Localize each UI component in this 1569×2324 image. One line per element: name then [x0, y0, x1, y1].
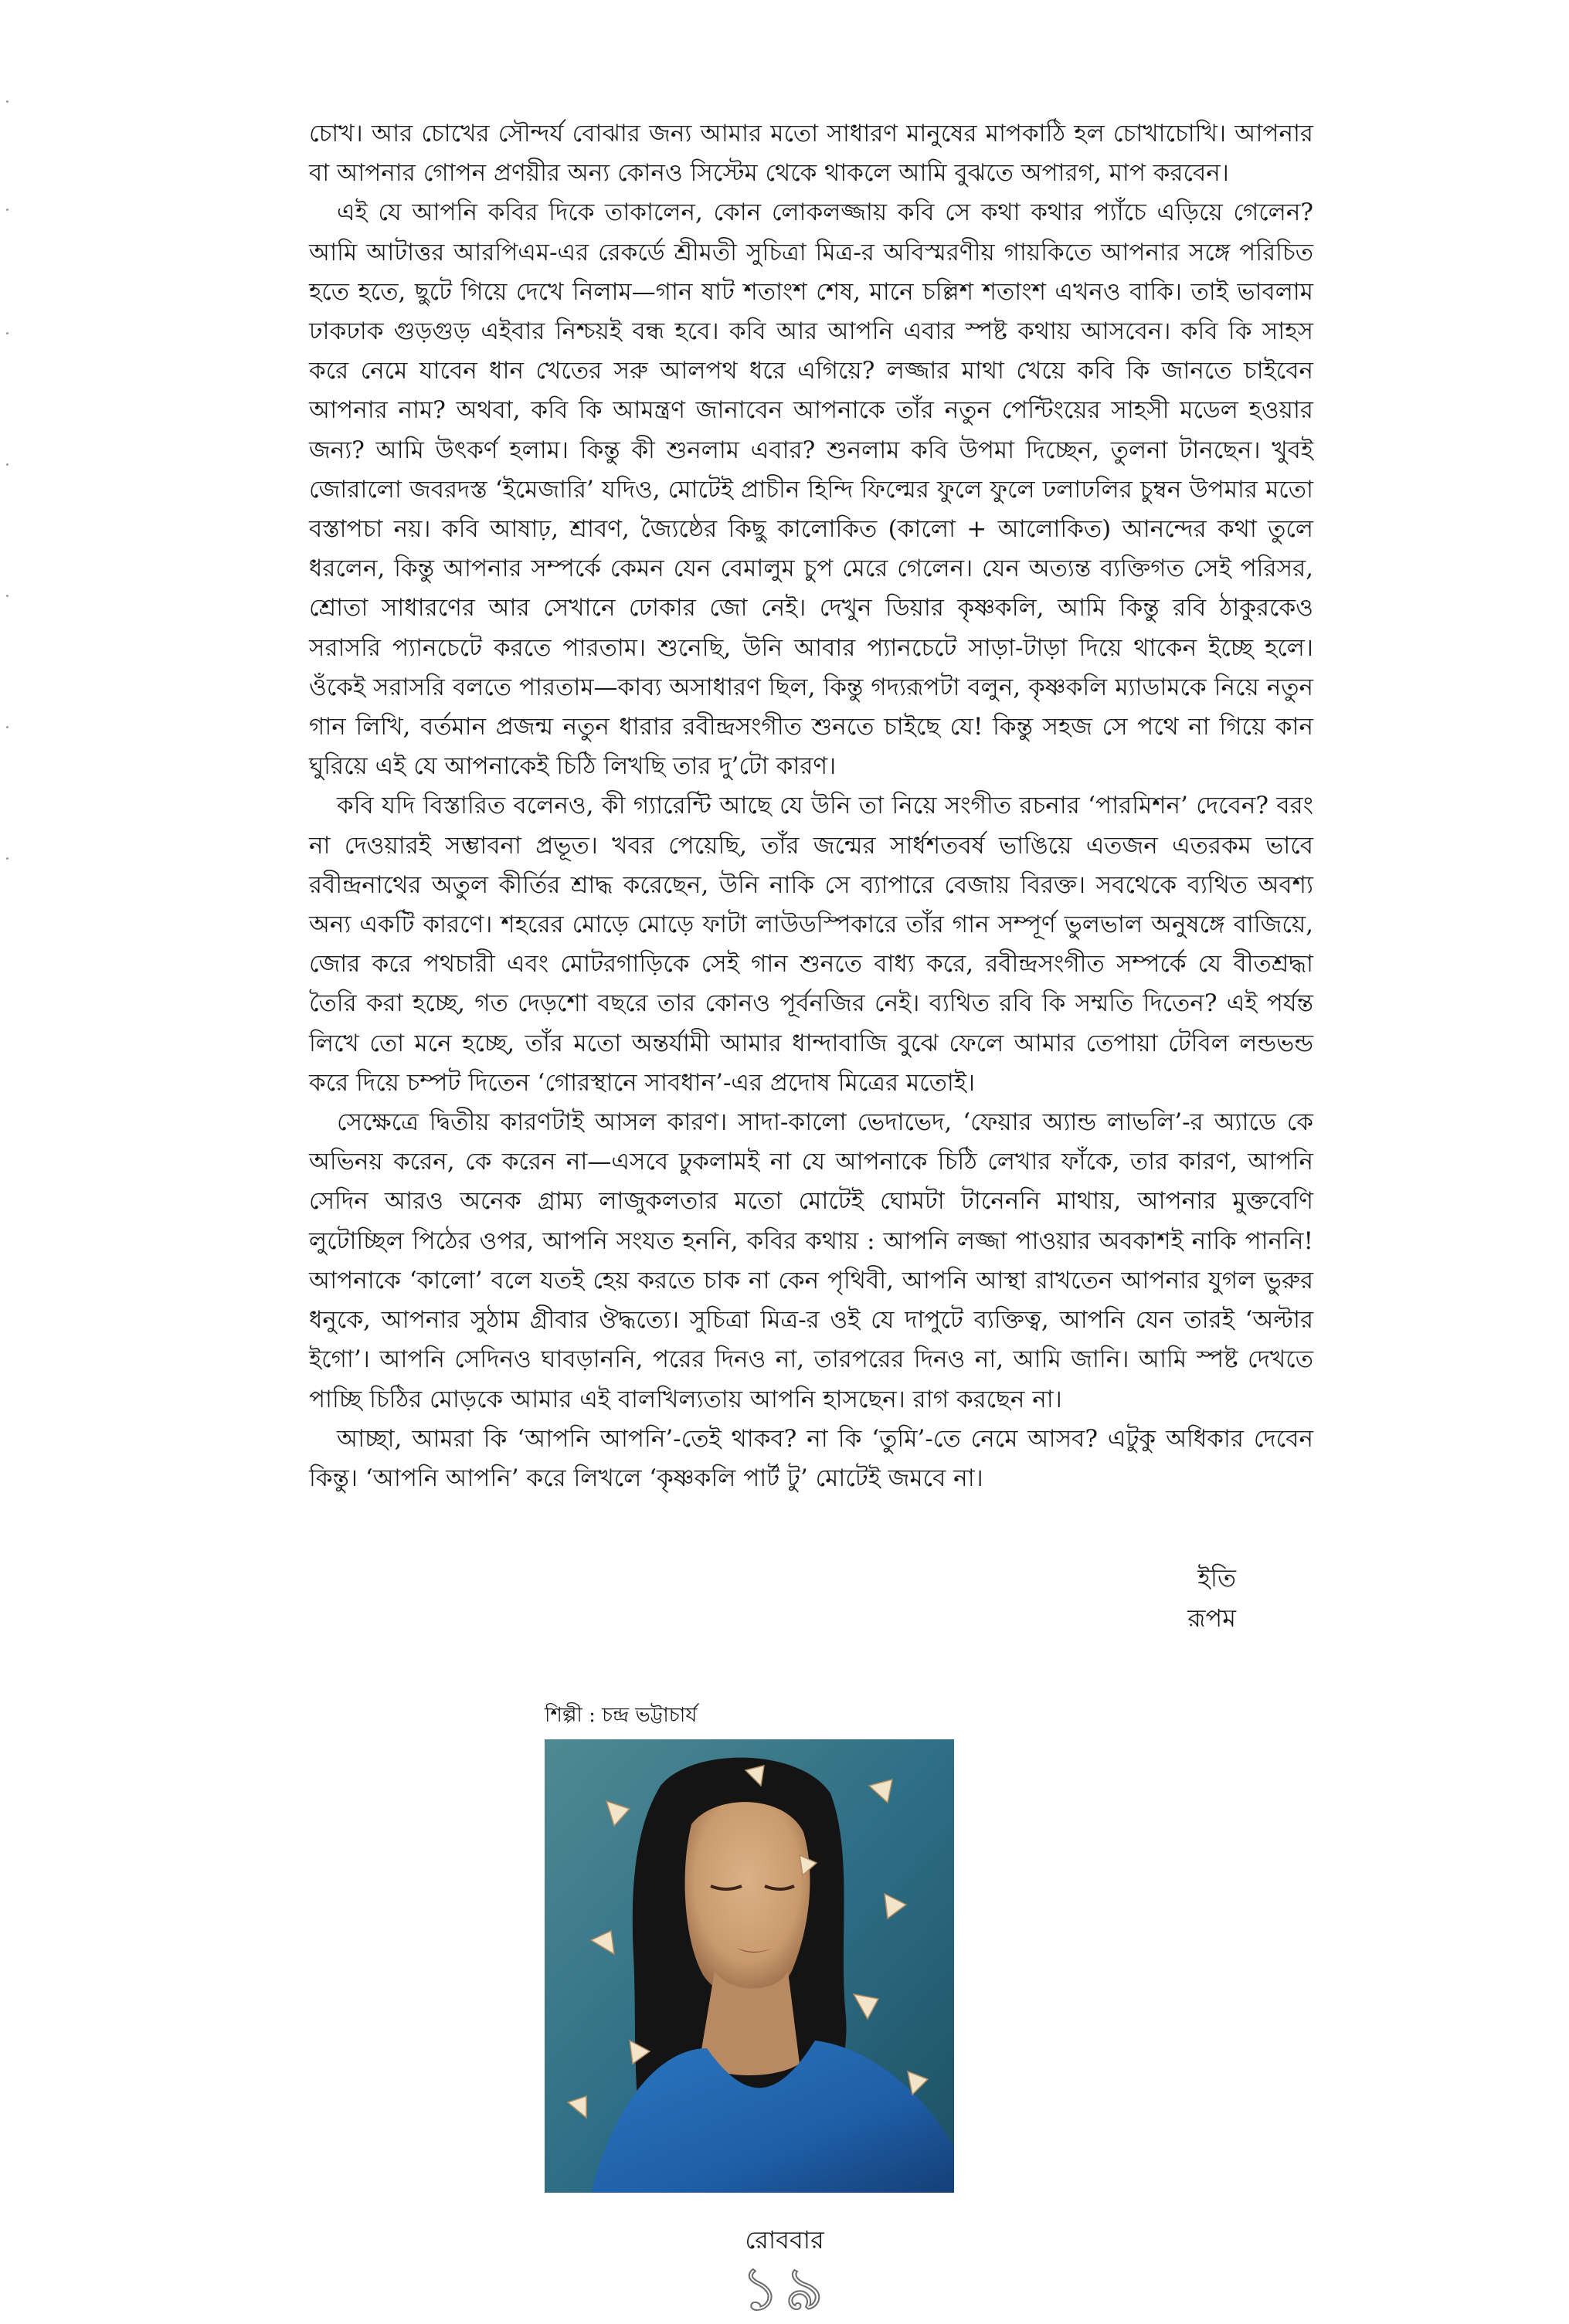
letter-article — [309, 114, 1313, 1498]
article-paragraph-5: আচ্ছা, আমরা কি ‘আপনি আপনি’-তেই থাকব? না কি ‘তুমি’-তে নেমে আসব? এটুকু অধিকার দেবেন কিন্তু। ‘আপনি আপনি’ করে লিখলে ‘কৃষ্ণকলি পার্ট টু’ মোটেই জমবে না। — [309, 1424, 1313, 1492]
article-paragraph-1: চোখ। আর চোখের সৌন্দর্য বোঝার জন্য আমার মতো সাধারণ মানুষের মাপকাঠি হল চোখাচোখি। আপনার বা আপনার গোপন প্রণয়ীর অন্য কোনও সিস্টেম থেকে থাকলে আমি বুঝতে অপারগ, মাপ করবেন। — [309, 120, 1313, 188]
painting-illustration — [545, 1739, 954, 2193]
signoff-author-name: রূপম — [1187, 1603, 1236, 1633]
article-paragraph-2: এই যে আপনি কবির দিকে তাকালেন, কোন লোকলজ্জায় কবি সে কথা কথার প্যাঁচে এড়িয়ে গেলেন? আমি আটাত্তর আরপিএম-এর রেকর্ডে শ্রীমতী সুচিত্রা মিত্র-র অবিস্মরণীয় গায়কিতে আপনার সঙ্গে পরিচিত হতে হতে, ছুটে গিয়ে দেখে নিলাম—গান ষাট শতাংশ শেষ, মানে চল্লিশ শতাংশ এখনও বাকি। তাই ভাবলাম ঢাকঢাক গুড়গুড় এইবার নিশ্চয়ই বন্ধ হবে। কবি আর আপনি এবার স্পষ্ট কথায় আসবেন। কবি কি সাহস করে নেমে যাবেন ধান খেতের সরু আলপথ ধরে এগিয়ে? লজ্জার মাথা খেয়ে কবি কি জানতে চাইবেন আপনার নাম? অথবা, কবি কি আমন্ত্রণ জানাবেন আপনাকে তাঁর নতুন পেন্টিংয়ের সাহসী মডেল হওয়ার জন্য? আমি উৎকর্ণ হলাম। কিন্তু কী শুনলাম এবার? শুনলাম কবি উপমা দিচ্ছেন, তুলনা টানছেন। খুবই জোরালো জবরদস্ত ‘ইমেজারি’ যদিও, মোটেই প্রাচীন হিন্দি ফিল্মের ফুলে ফুলে ঢলাঢলির চুম্বন উপমার মতো বস্তাপচা নয়। কবি আষাঢ়, শ্রাবণ, জ্যৈষ্ঠের কিছু কালোকিত (কালো + আলোকিত) আনন্দের কথা তুলে ধরলেন, কিন্তু আপনার সম্পর্কে কেমন যেন বেমালুম চুপ মেরে গেলেন। যেন অত্যন্ত ব্যক্তিগত সেই পরিসর, শ্রোতা সাধারণের আর সেখানে ঢোকার জো নেই। দেখুন ডিয়ার কৃষ্ণকলি, আমি কিন্তু রবি ঠাকুরকেও সরাসরি প্যানচেটে করতে পারতাম। শুনেছি, উনি আবার প্যানচেটে সাড়া-টাড়া দিয়ে থাকেন ইচ্ছে হলে। ওঁকেই সরাসরি বলতে পারতাম—কাব্য অসাধারণ ছিল, কিন্তু গদ্যরূপটা বলুন, কৃষ্ণকলি ম্যাডামকে নিয়ে নতুন গান লিখি, বর্তমান প্রজন্ম নতুন ধারার রবীন্দ্রসংগীত শুনতে চাইছে যে! কিন্তু সহজ সে পথে না গিয়ে কান ঘুরিয়ে এই যে আপনাকেই চিঠি লিখছি তার দু’টো কারণ। — [309, 198, 1313, 781]
article-paragraph-4: সেক্ষেত্রে দ্বিতীয় কারণটাই আসল কারণ। সাদা-কালো ভেদাভেদ, ‘ফেয়ার অ্যান্ড লাভলি’-র অ্যাডে কে অভিনয় করেন, কে করেন না—এসবে ঢুকলামই না যে আপনাকে চিঠি লেখার ফাঁকে, তার কারণ, আপনি সেদিন আরও অনেক গ্রাম্য লাজুকলতার মতো মোটেই ঘোমটা টানেননি মাথায়, আপনার মুক্তবেণি লুটোচ্ছিল পিঠের ওপর, আপনি সংযত হননি, কবির কথায় : আপনি লজ্জা পাওয়ার অবকাশই নাকি পাননি! আপনাকে ‘কালো’ বলে যতই হেয় করতে চাক না কেন পৃথিবী, আপনি আস্থা রাখতেন আপনার যুগল ভুরুর ধনুকে, আপনার সুঠাম গ্রীবার ঔদ্ধত্যে। সুচিত্রা মিত্র-র ওই যে দাপুটে ব্যক্তিত্ব, আপনি যেন তারই ‘অল্টার ইগো’। আপনি সেদিনও ঘাবড়াননি, পরের দিনও না, তারপরের দিনও না, আমি জানি। আমি স্পষ্ট দেখতে পাচ্ছি চিঠির মোড়কে আমার এই বালখিল্যতায় আপনি হাসছেন। রাগ করছেন না। — [309, 1108, 1313, 1413]
magazine-name: রোববার — [745, 2225, 824, 2254]
page-number: ১৯ — [740, 2254, 829, 2324]
article-paragraph-3: কবি যদি বিস্তারিত বলেনও, কী গ্যারেন্টি আছে যে উনি তা নিয়ে সংগীত রচনার ‘পারমিশন’ দেবেন? বরং না দেওয়ারই সম্ভাবনা প্রভূত। খবর পেয়েছি, তাঁর জন্মের সার্ধশতবর্ষ ভাঙিয়ে এতজন এতরকম ভাবে রবীন্দ্রনাথের অতুল কীর্তির শ্রাদ্ধ করেছেন, উনি নাকি সে ব্যাপারে বেজায় বিরক্ত। সবথেকে ব্যথিত অবশ্য অন্য একটি কারণে। শহরের মোড়ে মোড়ে ফাটা লাউডস্পিকারে তাঁর গান সম্পূর্ণ ভুলভাল অনুষঙ্গে বাজিয়ে, জোর করে পথচারী এবং মোটরগাড়িকে সেই গান শুনতে বাধ্য করে, রবীন্দ্রসংগীত সম্পর্কে যে বীতশ্রদ্ধা তৈরি করা হচ্ছে, গত দেড়শো বছরে তার কোনও পূর্বনজির নেই। ব্যথিত রবি কি সম্মতি দিতেন? এই পর্যন্ত লিখে তো মনে হচ্ছে, তাঁর মতো অন্তর্যামী আমার ধান্দাবাজি বুঝে ফেলে আমার তেপায়া টেবিল লন্ডভন্ড করে দিয়ে চম্পট দিতেন ‘গোরস্থানে সাবধান’-এর প্রদোষ মিত্রের মতোই। — [309, 792, 1313, 1097]
painting-face — [685, 1802, 810, 1996]
signoff-closing: ইতি — [1197, 1563, 1236, 1593]
scan-margin-marks — [6, 100, 11, 950]
illustration-caption: শিল্পী : চন্দ্র ভট্টাচার্য — [545, 1704, 698, 1727]
